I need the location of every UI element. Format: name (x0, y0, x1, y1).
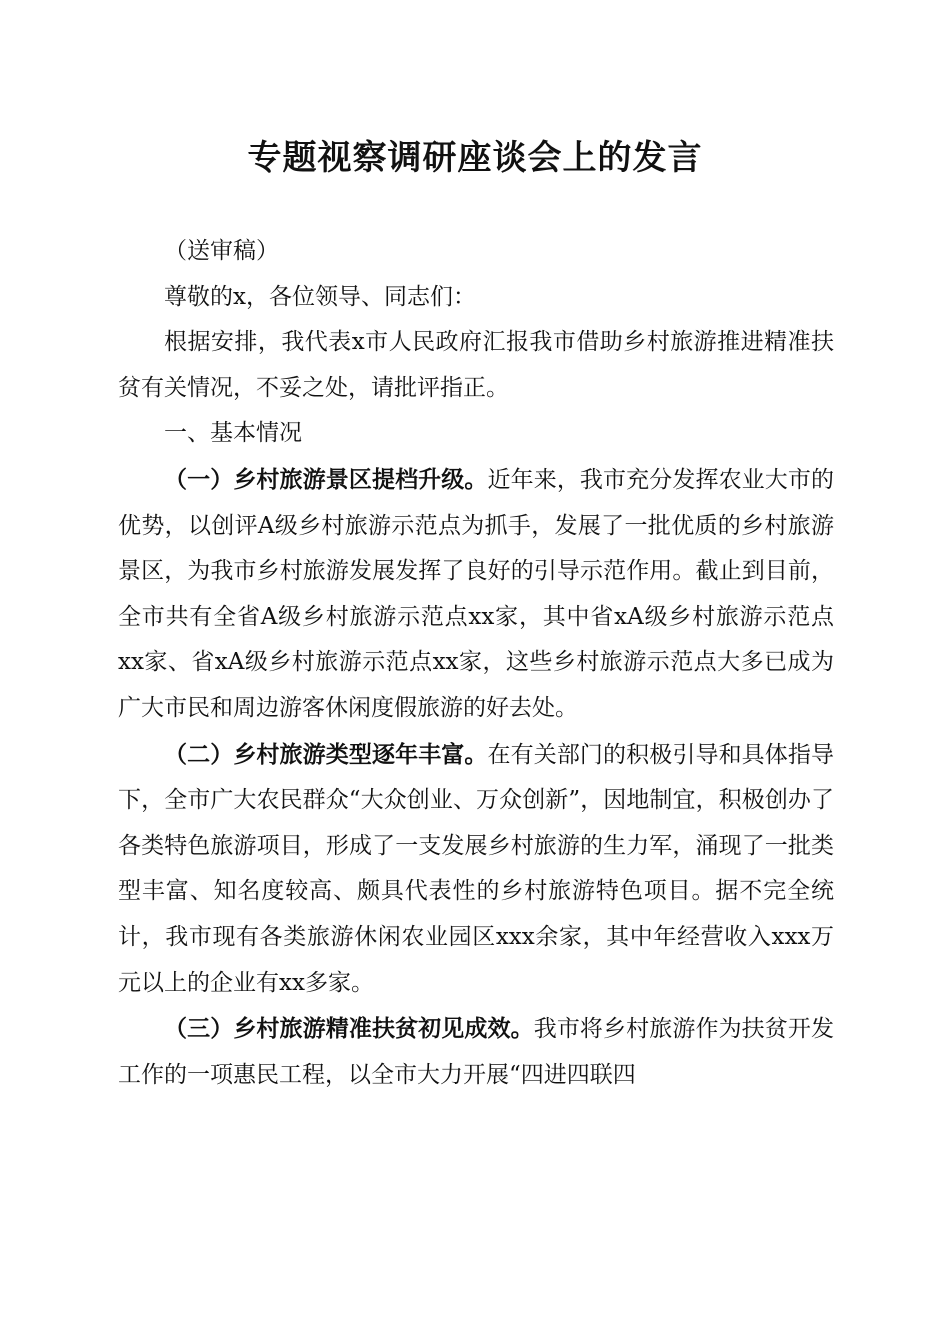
paragraph-item-3 (118, 1006, 834, 1098)
item-3-text: 我市将乡村旅游作为扶贫开发工作的一项惠民工程，以全市大力开展“四进四联四 (118, 1016, 835, 1088)
paragraph-item-1 (118, 457, 834, 732)
document-body (118, 229, 834, 1098)
item-2-lead: （二）乡村旅游类型逐年丰富。 (164, 740, 488, 768)
salutation: 尊敬的x，各位领导、同志们： (164, 283, 476, 310)
paragraph-item-2 (118, 732, 834, 1007)
section-heading-basic-situation: 一、基本情况 (164, 420, 302, 447)
intro-paragraph: 根据安排，我代表x市人民政府汇报我市借助乡村旅游推进精准扶贫有关情况，不妥之处，请批评指正。 (118, 329, 834, 401)
item-1-lead: （一）乡村旅游景区提档升级。 (164, 465, 488, 493)
item-3-lead: （三）乡村旅游精准扶贫初见成效。 (164, 1015, 534, 1043)
item-2-text: 在有关部门的积极引导和具体指导下，全市广大农民群众“大众创业、万众创新”，因地制宜，积极创办了各类特色旅游项目，形成了一支发展乡村旅游的生力军，涌现了一批类型丰富、知名度较高、颇具代表性的乡村旅游特色项目。据不完全统计，我市现有各类旅游休闲农业园区xxx余家，其中年经营收入xxx万元以上的企业有xx多家。 (118, 741, 835, 996)
document-title: 专题视察调研座谈会上的发言 (247, 138, 703, 178)
item-1-text: 近年来，我市充分发挥农业大市的优势，以创评A级乡村旅游示范点为抓手，发展了一批优质的乡村旅游景区，为我市乡村旅游发展发挥了良好的引导示范作用。截止到目前，全市共有全省A级乡村旅游示范点xx家，其中省xA级乡村旅游示范点xx家、省xA级乡村旅游示范点xx家，这些乡村旅游示范点大多已成为广大市民和周边游客休闲度假旅游的好去处。 (118, 466, 835, 721)
draft-note: （送审稿） (164, 238, 279, 264)
